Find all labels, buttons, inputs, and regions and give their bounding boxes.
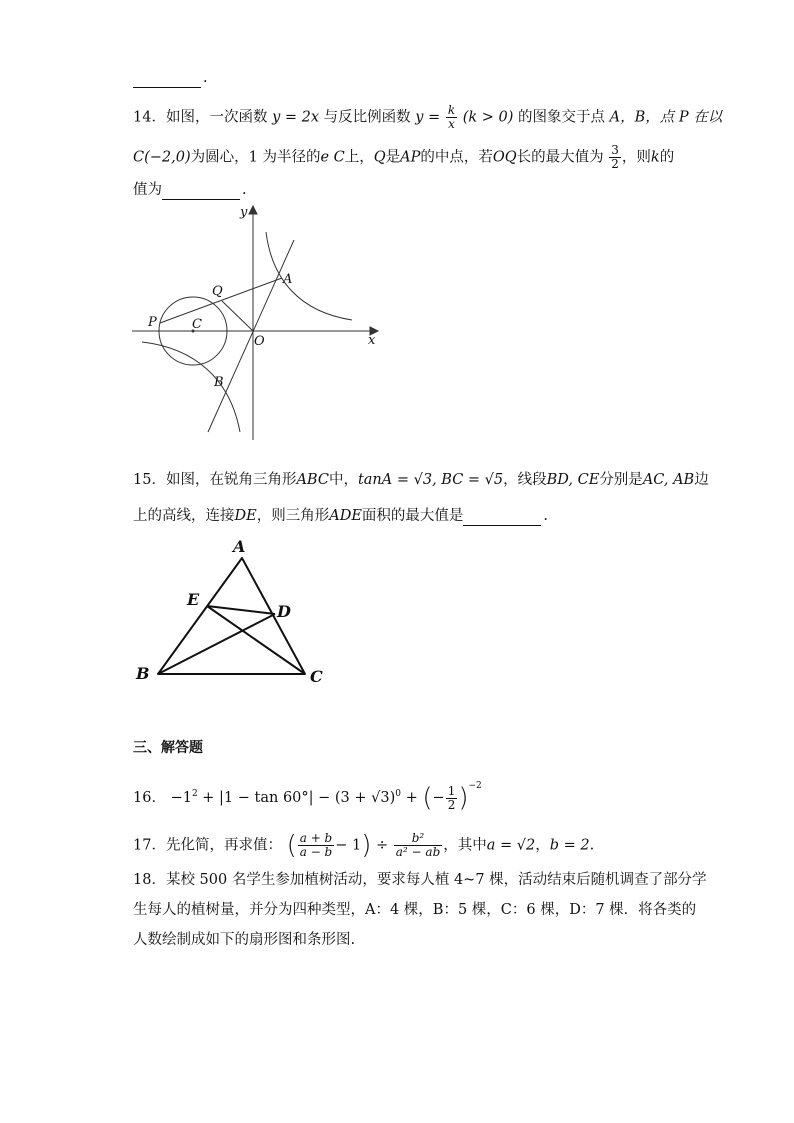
q17-separator: ， xyxy=(535,837,550,854)
q16-number: 16． xyxy=(133,790,166,806)
q17-text: 17．先化简，再求值： xyxy=(133,837,282,854)
q16-term: −1 xyxy=(170,790,192,806)
q14-text: 值为 xyxy=(133,182,162,198)
label-d: D xyxy=(277,602,291,621)
q14-inverse-function: y = xyxy=(415,109,441,126)
q14-fraction-3-over-2: $\frac{3}{2}$ xyxy=(611,143,619,171)
q14-point-q: Q xyxy=(373,149,386,166)
period: . xyxy=(589,837,595,854)
y-axis-arrow xyxy=(249,206,257,214)
period: . xyxy=(203,70,208,86)
q17-condition-a: a = √2 xyxy=(486,837,536,854)
q15-text: 中， xyxy=(328,472,358,488)
q15-sides: AC, AB xyxy=(642,472,695,488)
right-paren: ) xyxy=(458,783,469,813)
q18-line-1: 18．某校 500 名学生参加植树活动，要求每人植 4~7 棵，活动结束后随机调查了部分学 xyxy=(133,872,707,888)
q14-text: 为圆心，1 为半径的 xyxy=(190,149,321,166)
previous-answer-line xyxy=(133,68,208,88)
q14-segment-ap: AP xyxy=(400,149,421,166)
q14-k: k xyxy=(650,149,660,166)
label-y: y xyxy=(240,205,248,220)
q14-linear-function: y = 2x xyxy=(272,109,320,126)
label-q: Q xyxy=(212,284,223,299)
q14-line-1 xyxy=(133,104,722,131)
q16-line: 16． $-1^2 + |1 - \tan 60^\circ| - (3 + √3)^0$ + (− $\frac{1}{2}$ )$^{-2}$ xyxy=(133,781,482,813)
period: . xyxy=(543,508,549,524)
q14-text: 上， xyxy=(344,149,374,166)
q14-center-point: C(−2,0) xyxy=(133,149,191,166)
left-paren: ( xyxy=(422,783,433,813)
q17-divide: ÷ xyxy=(376,837,389,854)
q16-fraction-half: $\frac{1}{2}$ xyxy=(447,783,456,812)
q15-text: ，则三角形 xyxy=(256,508,330,524)
q15-triangle-abc: ABC xyxy=(296,472,329,488)
q15-text: 15．如图，在锐角三角形 xyxy=(133,472,297,488)
q16-exponent: −2 xyxy=(468,781,482,791)
q15-segments: BD, CE xyxy=(546,472,600,488)
q17-condition-b: b = 2 xyxy=(549,837,590,854)
q17-fraction-1: $\frac{a + b}{a - b}$ xyxy=(299,831,333,859)
q16-plus: + xyxy=(405,790,418,806)
hyperbola-lower-branch xyxy=(142,342,240,432)
label-a: A xyxy=(283,272,293,287)
label-e: E xyxy=(187,590,200,609)
q15-line-1 xyxy=(133,470,709,490)
q18-line-3: 人数绘制成如下的扇形图和条形图. xyxy=(133,932,356,948)
q14-text: ，则 xyxy=(621,149,651,166)
q15-triangle-figure xyxy=(130,532,340,692)
q14-line-3 xyxy=(133,180,247,200)
q15-given-values: tanA = √3, BC = √5 xyxy=(357,472,504,488)
q18-line-2: 生每人的植树量，并分为四种类型，A：4 棵，B：5 棵，C：6 棵，D：7 棵．将各类的 xyxy=(133,902,697,918)
q15-text: ，线段 xyxy=(503,472,547,488)
q14-text: 的图象交于点 xyxy=(518,109,606,126)
q14-text: A，B，点 P 在以 xyxy=(609,109,723,126)
q14-line-2 xyxy=(133,144,674,171)
q14-text: 与反比例函数 xyxy=(323,109,411,126)
q15-text: 上的高线，连接 xyxy=(133,508,235,524)
q15-line-2 xyxy=(133,506,548,526)
section-heading: 三、解答题 xyxy=(133,740,203,756)
label-b: B xyxy=(136,664,150,683)
q17-minus-one: − 1 xyxy=(335,837,362,854)
label-b: B xyxy=(214,375,224,390)
q14-text: 的 xyxy=(659,149,675,166)
label-o: O xyxy=(254,334,265,349)
answer-blank xyxy=(133,73,201,88)
q17-line xyxy=(133,832,594,859)
line-y-2x xyxy=(208,240,294,432)
segment-bd xyxy=(158,614,275,674)
q15-text: 面积的最大值是 xyxy=(361,508,464,524)
label-c: C xyxy=(192,317,202,332)
q14-text: 14．如图，一次函数 xyxy=(133,109,268,126)
q14-text: 是 xyxy=(385,149,401,166)
q17-text: ，其中 xyxy=(443,837,487,854)
hyperbola-upper-branch xyxy=(266,232,352,320)
q14-fraction-k-over-x: $\frac{k}{x}$ xyxy=(447,103,456,131)
q14-segment-oq: OQ xyxy=(492,149,517,166)
q15-text: 分别是 xyxy=(599,472,643,488)
q15-text: 边 xyxy=(694,472,709,488)
q16-exponent: 2 xyxy=(191,789,198,800)
label-c: C xyxy=(310,667,323,686)
left-paren: ( xyxy=(286,830,297,861)
q14-coordinate-figure xyxy=(130,200,380,445)
q15-segment-de: DE xyxy=(234,508,257,524)
q14-circle-symbol: e C xyxy=(320,149,345,166)
label-x: x xyxy=(368,333,376,348)
q15-answer-blank xyxy=(463,511,541,526)
q14-condition: (k > 0) xyxy=(462,109,514,126)
label-a: A xyxy=(233,537,246,556)
q16-exponent: 0 xyxy=(395,789,401,800)
q15-triangle-ade: ADE xyxy=(329,508,362,524)
label-p: P xyxy=(148,315,157,330)
q14-answer-blank xyxy=(162,185,240,200)
q16-term: + |1 − tan 60°| − (3 + √3) xyxy=(202,790,396,806)
q17-fraction-2: $\frac{\text{b²}}{\text{a² − ab}}$ xyxy=(395,831,441,859)
right-paren: ) xyxy=(361,830,372,861)
period: . xyxy=(242,182,247,198)
q14-text: 长的最大值为 xyxy=(516,149,604,166)
q14-text: 的中点，若 xyxy=(420,149,493,166)
